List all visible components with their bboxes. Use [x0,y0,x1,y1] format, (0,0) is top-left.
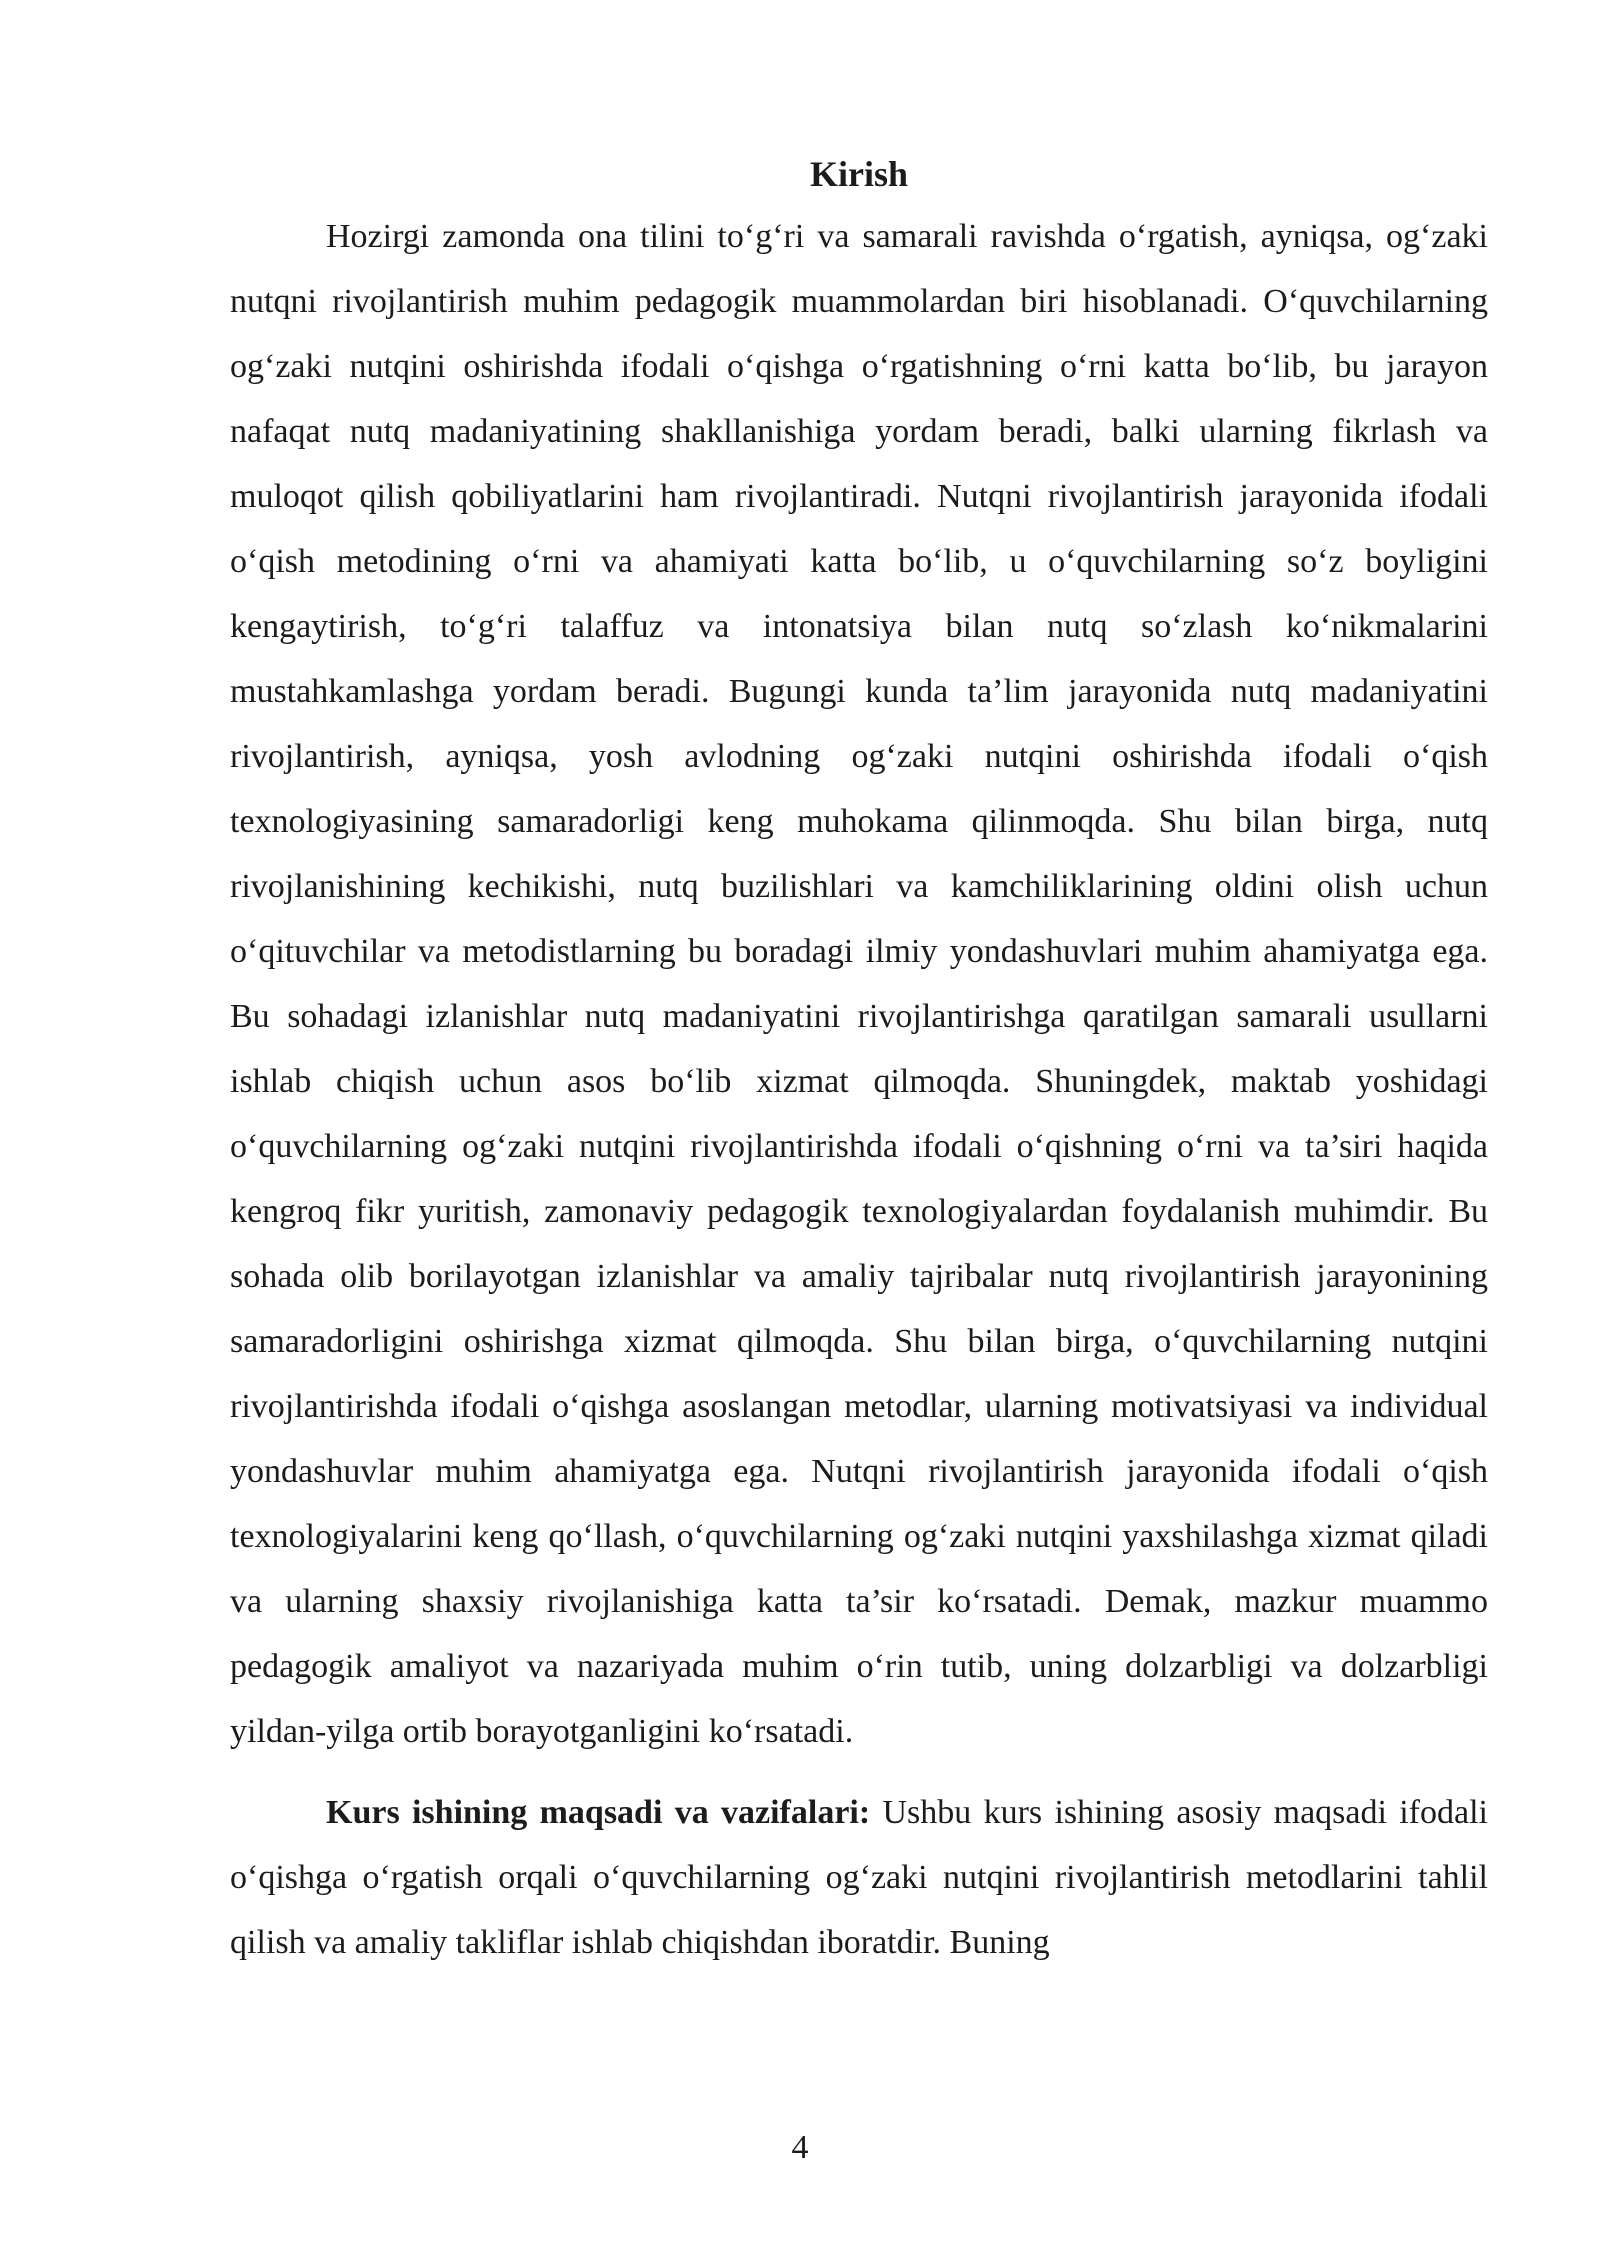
intro-paragraph: Hozirgi zamonda ona tilini to‘g‘ri va samarali ravishda o‘rgatish, ayniqsa, og‘zaki nutqni rivojlantirish muhim pedagogik muammolardan biri hisoblanadi. O‘quvchilarning og‘zaki nutqini oshirishda ifodali o‘qishga o‘rgatishning o‘rni katta bo‘lib, bu jarayon nafaqat nutq madaniyatining shakllanishiga yordam beradi, balki ularning fikrlash va muloqot qilish qobiliyatlarini ham rivojlantiradi. Nutqni rivojlantirish jarayonida ifodali o‘qish metodining o‘rni va ahamiyati katta bo‘lib, u o‘quvchilarning so‘z boyligini kengaytirish, to‘g‘ri talaffuz va intonatsiya bilan nutq so‘zlash ko‘nikmalarini mustahkamlashga yordam beradi. Bugungi kunda ta’lim jarayonida nutq madaniyatini rivojlantirish, ayniqsa, yosh avlodning og‘zaki nutqini oshirishda ifodali o‘qish texnologiyasining samaradorligi keng muhokama qilinmoqda. Shu bilan birga, nutq rivojlanishining kechikishi, nutq buzilishlari va kamchiliklarining oldini olish uchun o‘qituvchilar va metodistlarning bu boradagi ilmiy yondashuvlari muhim ahamiyatga ega. Bu sohadagi izlanishlar nutq madaniyatini rivojlantirishga qaratilgan samarali usullarni ishlab chiqish uchun asos bo‘lib xizmat qilmoqda. Shuningdek, maktab yoshidagi o‘quvchilarning og‘zaki nutqini rivojlantirishda ifodali o‘qishning o‘rni va ta’siri haqida kengroq fikr yuritish, zamonaviy pedagogik texnologiyalardan foydalanish muhimdir. Bu sohada olib borilayotgan izlanishlar va amaliy tajribalar nutq rivojlantirish jarayonining samaradorligini oshirishga xizmat qilmoqda. Shu bilan birga, o‘quvchilarning nutqini rivojlantirishda ifodali o‘qishga asoslangan metodlar, ularning motivatsiyasi va individual yondashuvlar muhim ahamiyatga ega. Nutqni rivojlantirish jarayonida ifodali o‘qish texnologiyalarini keng qo‘llash, o‘quvchilarning og‘zaki nutqini yaxshilashga xizmat qiladi va ularning shaxsiy rivojlanishiga katta ta’sir ko‘rsatadi. Demak, mazkur muammo pedagogik amaliyot va nazariyada muhim o‘rin tutib, uning dolzarbligi va dolzarbligi yildan-yilga ortib borayotganligini ko‘rsatadi. [230,218,1488,1750]
goals-heading: Kurs ishining maqsadi va vazifalari: [326,1794,871,1831]
section-title: Kirish [809,154,908,194]
page-number: 4 [791,2129,809,2166]
goals-text: Ushbu kurs ishining asosiy maqsadi ifodali o‘qishga o‘rgatish orqali o‘quvchilarning og‘zaki nutqini rivojlantirish metodlarini tahlil qilish va amaliy takliflar ishlab chiqishdan iboratdir. Buning [230,1794,1488,1961]
goals-paragraph [230,1780,1488,1975]
document-page [230,150,1488,1975]
